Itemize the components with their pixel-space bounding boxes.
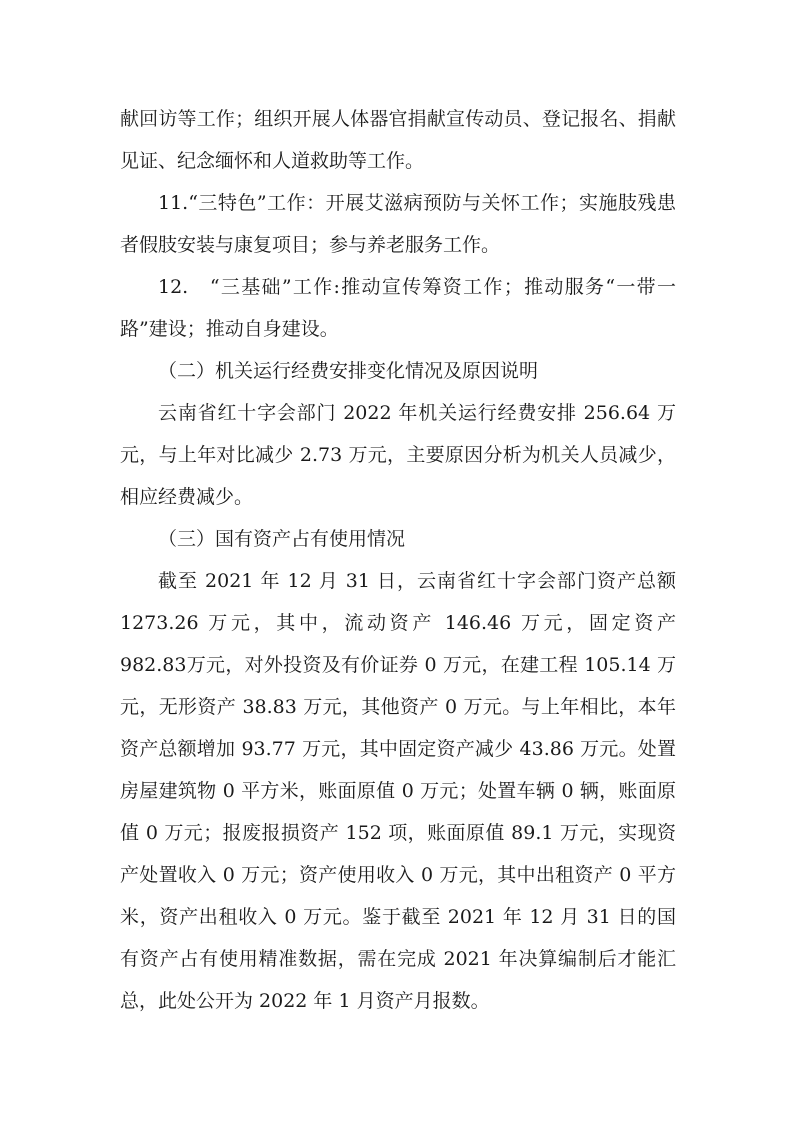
paragraph-organ-donation-continued: 献回访等工作；组织开展人体器官捐献宣传动员、登记报名、捐献见证、纪念缅怀和人道救助等工作。: [120, 108, 676, 172]
paragraph-state-assets: 截至 2021 年 12 月 31 日，云南省红十字会部门资产总额1273.26 万元，其中，流动资产 146.46 万元，固定资产 982.83万元，对外投资及有价证券 0 万元，在建工程 105.14 万元，无形资产 38.83 万元，其他资产 0 万元。与上年相比，本年资产总额增加 93.77 万元，其中固定资产减少 43.86 万元。处置房屋建筑物 0 平方米，账面原值 0 万元；处置车辆 0 辆，账面原值 0 万元；报废报损资产 152 项，账面原值 89.1 万元，实现资产处置收入 0 万元；资产使用收入 0 万元，其中出租资产 0 平方米，资产出租收入 0 万元。鉴于截至 2021 年 12 月 31 日的国有资产占有使用精准数据，需在完成 2021 年决算编制后才能汇总，此处公开为 2022 年 1 月资产月报数。: [120, 570, 676, 1012]
section-heading-operating-expenses: （二）机关运行经费安排变化情况及原因说明: [158, 360, 539, 382]
paragraph-item-12: 12. “三基础”工作:推动宣传筹资工作；推动服务“一带一路”建设；推动自身建设。: [120, 276, 676, 340]
paragraph-operating-expenses: 云南省红十字会部门 2022 年机关运行经费安排 256.64 万元，与上年对比减少 2.73 万元，主要原因分析为机关人员减少，相应经费减少。: [120, 402, 676, 508]
document-body: [120, 98, 676, 1022]
section-heading-state-assets: （三）国有资产占有使用情况: [158, 528, 406, 550]
paragraph-item-11: 11.“三特色”工作：开展艾滋病预防与关怀工作；实施肢残患者假肢安装与康复项目；参与养老服务工作。: [120, 192, 676, 256]
